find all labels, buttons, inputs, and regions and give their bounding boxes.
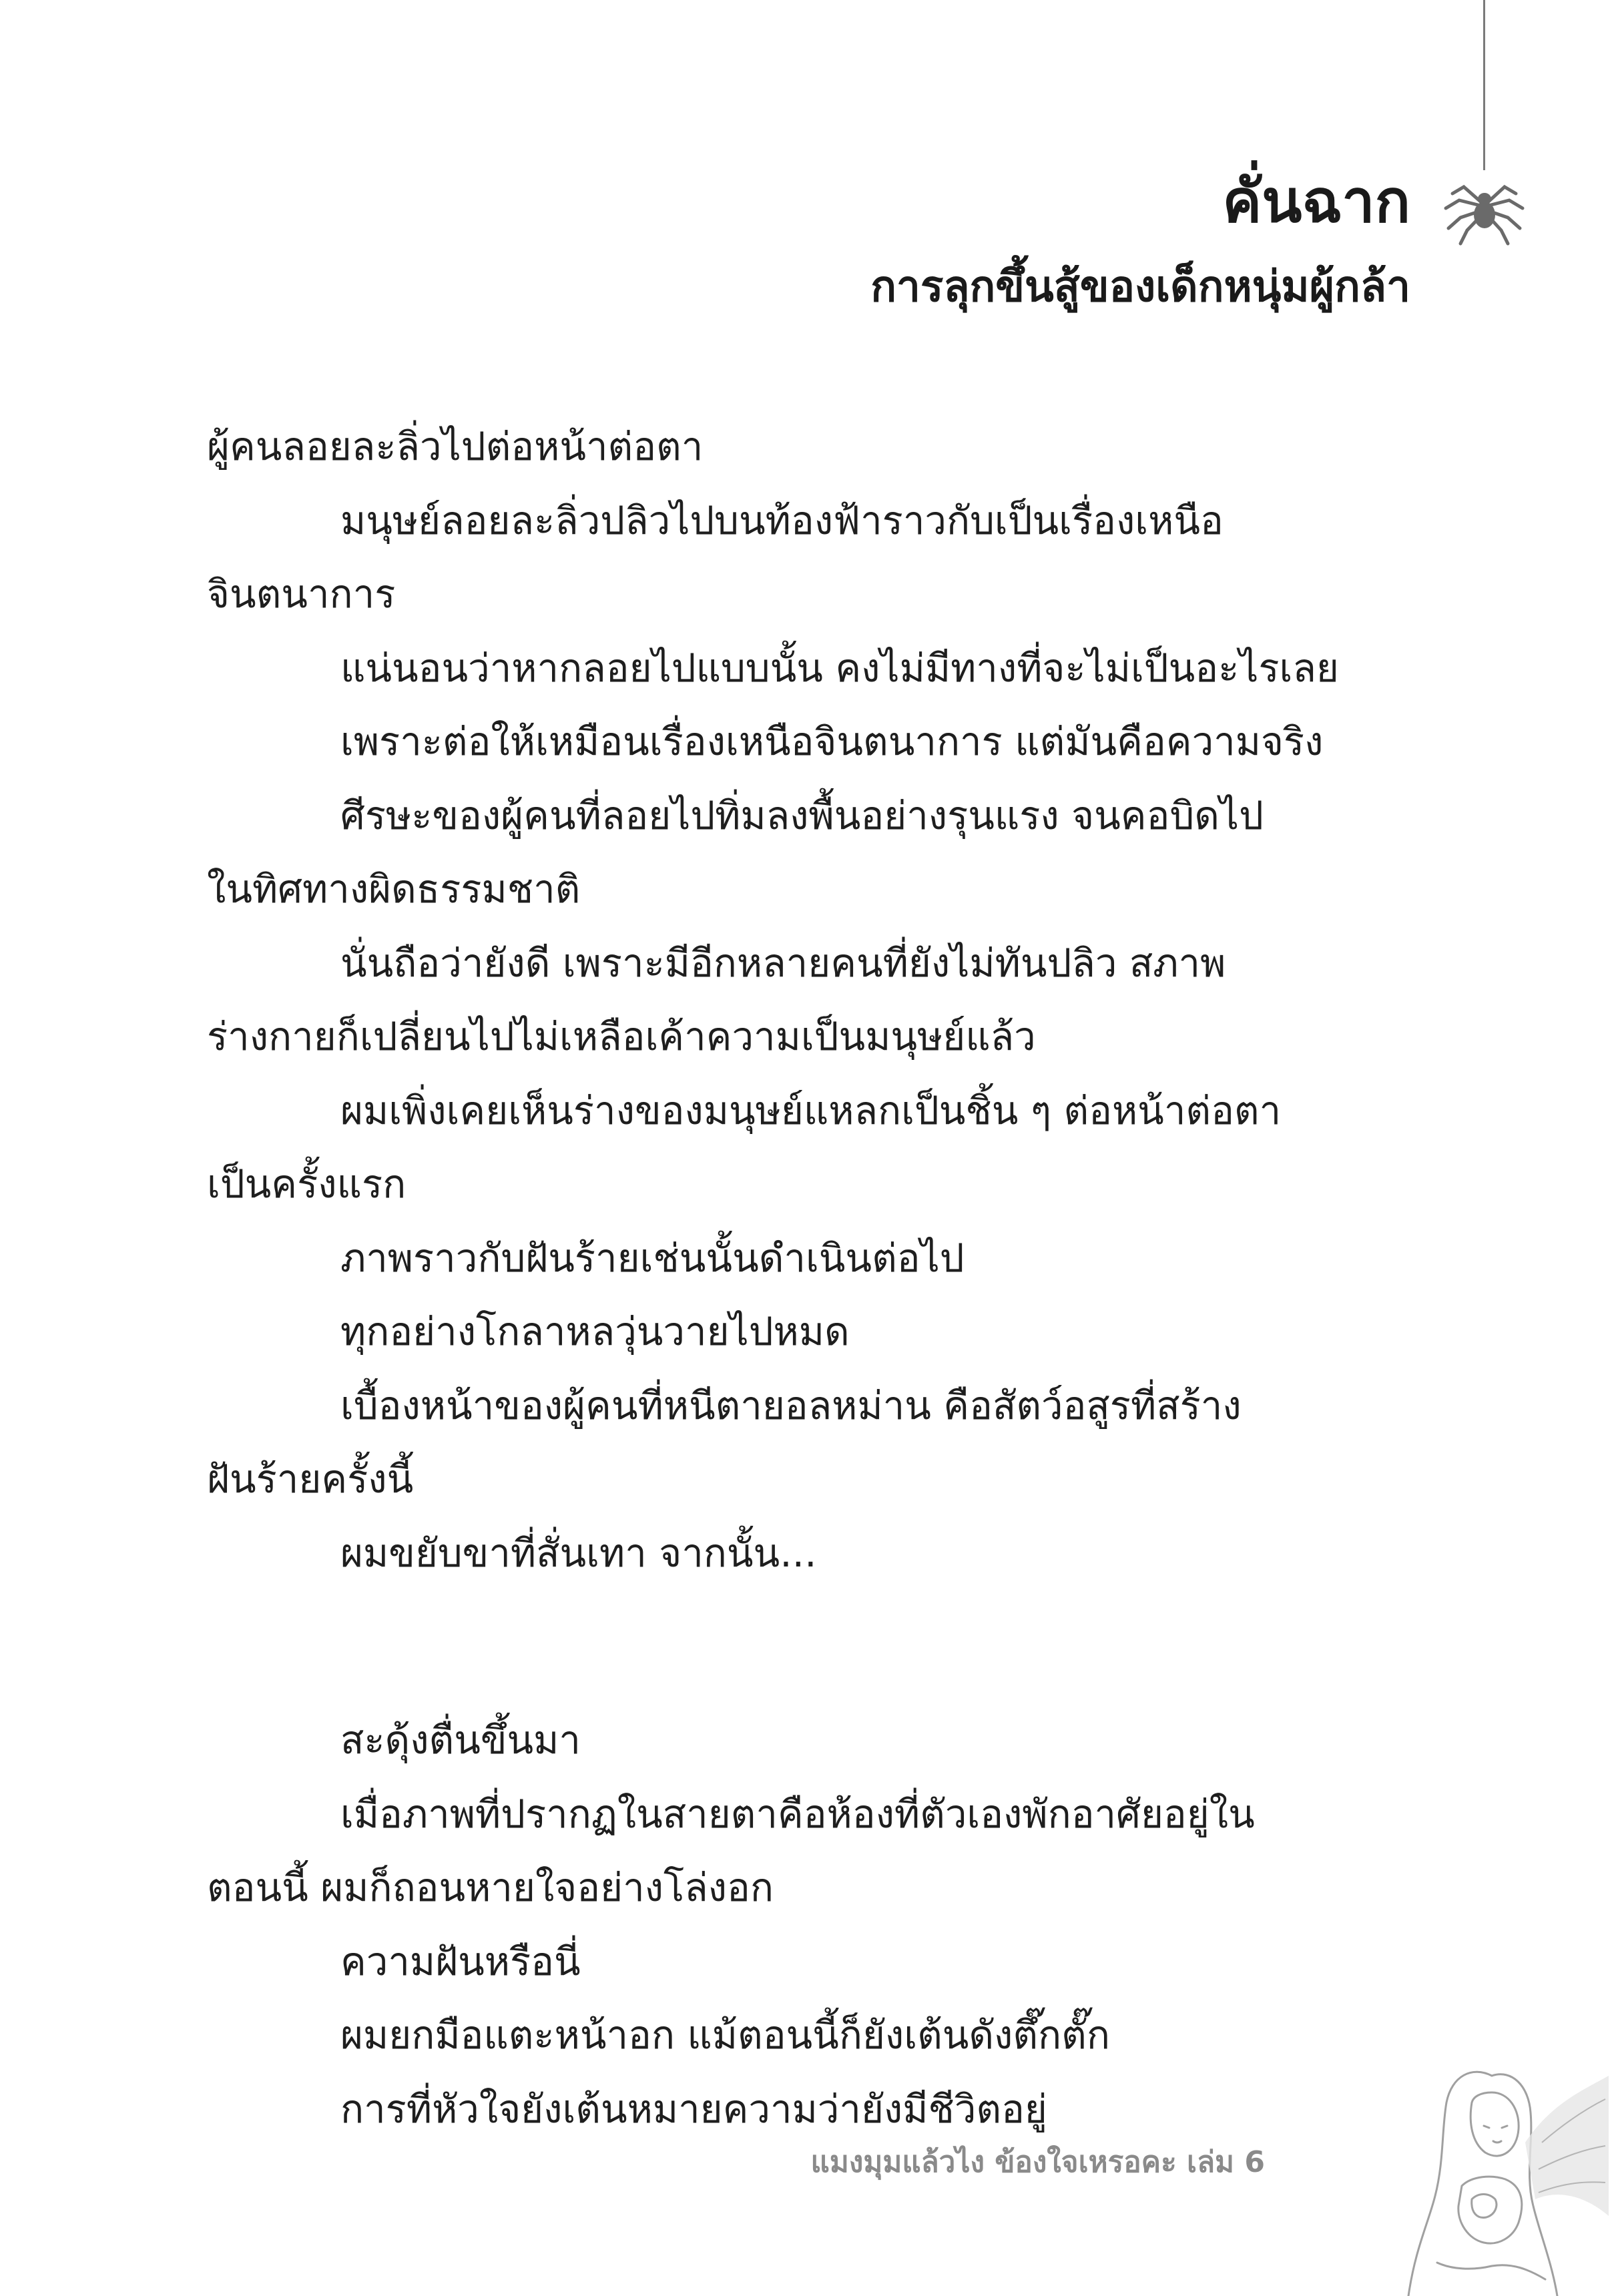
paragraph-line: จินตนาการ [207, 571, 396, 617]
paragraph-line: ร่างกายก็เปลี่ยนไปไม่เหลือเค้าความเป็นมนุษย์แล้ว [207, 1014, 1036, 1059]
paragraph-line: นั่นถือว่ายังดี เพราะมีอีกหลายคนที่ยังไม่ทันปลิว สภาพ [340, 940, 1226, 986]
paragraph-line: ตอนนี้ ผมก็ถอนหายใจอย่างโล่งอก [207, 1865, 774, 1910]
chapter-subtitle: การลุกขึ้นสู้ของเด็กหนุ่มผู้กล้า [870, 262, 1410, 312]
paragraph-line: เป็นครั้งแรก [207, 1161, 407, 1207]
paragraph-line: เพราะต่อให้เหมือนเรื่องเหนือจินตนาการ แต่มันคือความจริง [340, 719, 1324, 764]
scene-break [207, 1590, 1410, 1703]
body-text [207, 410, 1410, 2146]
paragraph-line: ผมเพิ่งเคยเห็นร่างของมนุษย์แหลกเป็นชิ้น ๆ ต่อหน้าต่อตา [340, 1087, 1282, 1133]
paragraph-line: ทุกอย่างโกลาหลวุ่นวายไปหมด [340, 1309, 850, 1354]
paragraph-line: การที่หัวใจยังเต้นหมายความว่ายังมีชีวิตอยู่ [340, 2086, 1047, 2132]
running-footer: แมงมุมแล้วไง ข้องใจเหรอคะ เล่ม 6 [810, 2145, 1265, 2179]
paragraph-line: ผมยกมือแตะหน้าอก แม้ตอนนี้ก็ยังเต้นดังตึ๊กตั๊ก [340, 2012, 1110, 2058]
paragraph-line: สะดุ้งตื่นขึ้นมา [340, 1717, 581, 1763]
paragraph-line: ในทิศทางผิดธรรมชาติ [207, 866, 581, 912]
spider-icon [1440, 167, 1527, 247]
paragraph-line: เบื้องหน้าของผู้คนที่หนีตายอลหม่าน คือสัตว์อสูรที่สร้าง [340, 1382, 1242, 1428]
paragraph-line: ศีรษะของผู้คนที่ลอยไปทิ่มลงพื้นอย่างรุนแรง จนคอบิดไป [340, 792, 1264, 838]
paragraph-line: ผู้คนลอยละลิ่วไปต่อหน้าต่อตา [207, 424, 704, 469]
paragraph-line: แน่นอนว่าหากลอยไปแบบนั้น คงไม่มีทางที่จะไม่เป็นอะไรเลย [340, 645, 1339, 691]
character-illustration [1272, 2062, 1612, 2296]
paragraph-line: มนุษย์ลอยละลิ่วปลิวไปบนท้องฟ้าราวกับเป็นเรื่องเหนือ [340, 497, 1224, 543]
paragraph-line: ผมขยับขาที่สั่นเทา จากนั้น... [340, 1530, 817, 1576]
paragraph-line: เมื่อภาพที่ปรากฏในสายตาคือห้องที่ตัวเองพักอาศัยอยู่ใน [340, 1791, 1255, 1837]
paragraph-line: ความฝันหรือนี่ [340, 1938, 581, 1984]
spider-thread [1483, 0, 1485, 170]
paragraph-line: ฝันร้ายครั้งนี้ [207, 1456, 414, 1502]
chapter-title: คั่นฉาก [1222, 167, 1410, 236]
paragraph-line: ภาพราวกับฝันร้ายเช่นนั้นดำเนินต่อไป [340, 1235, 965, 1281]
